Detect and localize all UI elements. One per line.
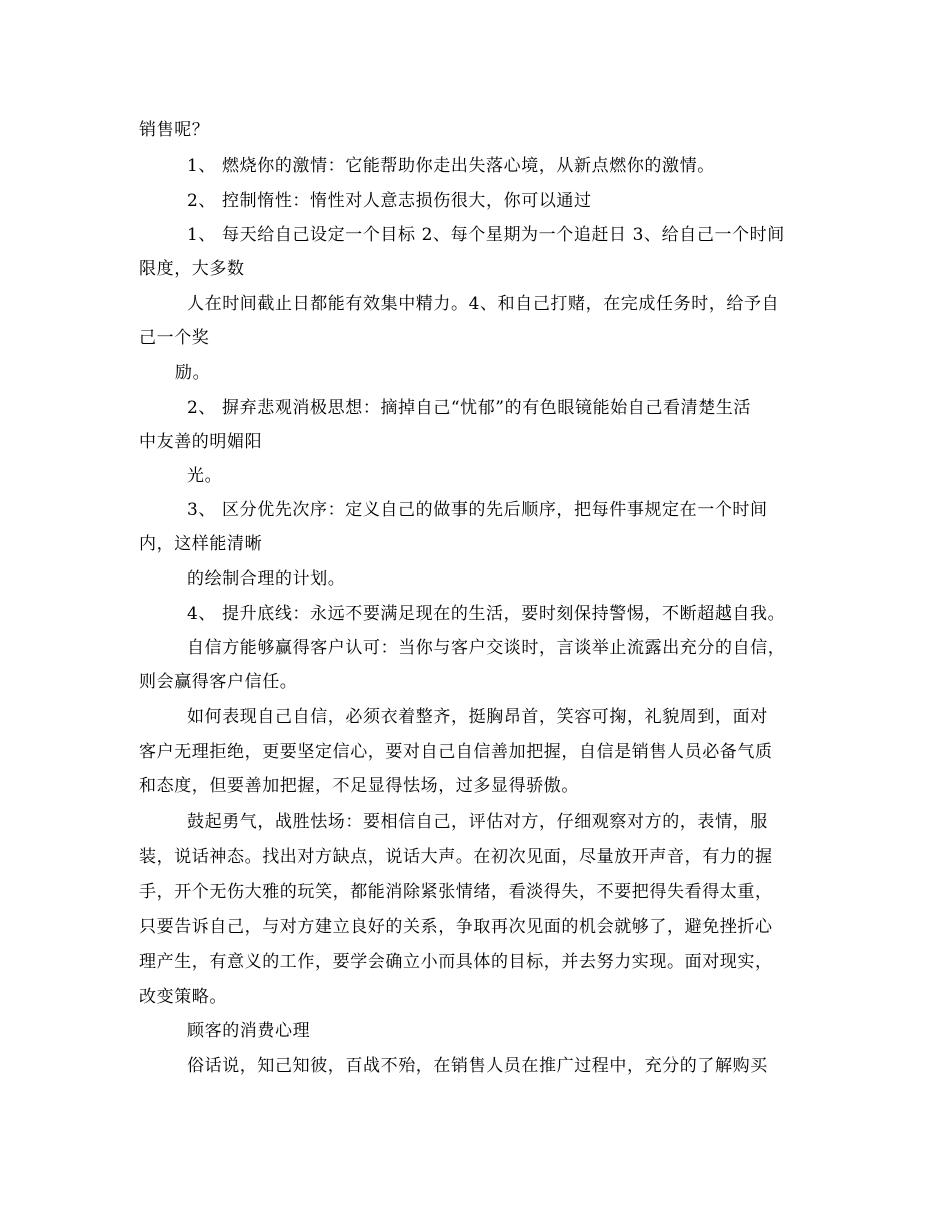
paragraph-line: 装，说话神态。找出对方缺点，说话大声。在初次见面，尽量放开声音，有力的握 xyxy=(139,847,773,867)
paragraph-line: 改变策略。 xyxy=(139,987,227,1007)
text-line: 励。 xyxy=(175,363,211,383)
text-line: 销售呢？ xyxy=(139,120,210,140)
list-item: 4、 提升底线：永远不要满足现在的生活，要时刻保持警惕，不断超越自我。 xyxy=(187,604,786,624)
list-item: 3、 区分优先次序：定义自己的做事的先后顺序，把每件事规定在一个时间 xyxy=(187,500,768,520)
text-line: 中友善的明媚阳 xyxy=(139,432,263,452)
text-line: 光。 xyxy=(187,466,223,486)
paragraph-line: 和态度，但要善加把握，不足显得怯场，过多显得骄傲。 xyxy=(139,776,579,796)
list-item: 1、 燃烧你的激情：它能帮助你走出失落心境，从新点燃你的激情。 xyxy=(187,156,715,176)
section-heading: 顾客的消费心理 xyxy=(187,1021,311,1041)
paragraph-line: 则会赢得客户信任。 xyxy=(139,672,298,692)
text-line: 人在时间截止日都能有效集中精力。4、和自己打赌，在完成任务时，给予自 xyxy=(187,294,780,314)
text-line: 内，这样能清晰 xyxy=(139,534,263,554)
text-line: 限度，大多数 xyxy=(139,259,245,279)
paragraph-line: 理产生，有意义的工作，要学会确立小而具体的目标，并去努力实现。面对现实， xyxy=(139,952,773,972)
paragraph-line: 俗话说，知己知彼，百战不殆，在销售人员在推广过程中，充分的了解购买 xyxy=(187,1056,768,1076)
list-item: 2、 控制惰性：惰性对人意志损伤很大，你可以通过 xyxy=(187,191,592,211)
paragraph-line: 手，开个无伤大雅的玩笑，都能消除紧张情绪，看淡得失，不要把得失看得太重， xyxy=(139,882,773,902)
paragraph-line: 只要告诉自己，与对方建立良好的关系，争取再次见面的机会就够了，避免挫折心 xyxy=(139,917,773,937)
list-item: 2、 摒弃悲观消极思想：摘掉自己“忧郁”的有色眼镜能始自己看清楚生活 xyxy=(187,398,751,418)
paragraph-line: 客户无理拒绝，更要坚定信心，要对自己自信善加把握，自信是销售人员必备气质 xyxy=(139,742,773,762)
paragraph-line: 如何表现自己自信，必须衣着整齐，挺胸昂首，笑容可掬，礼貌周到，面对 xyxy=(187,707,768,727)
text-line: 的绘制合理的计划。 xyxy=(187,569,346,589)
paragraph-line: 鼓起勇气，战胜怯场：要相信自己，评估对方，仔细观察对方的，表情，服 xyxy=(187,812,768,832)
text-line: 己一个奖 xyxy=(139,328,210,348)
paragraph-line: 自信方能够赢得客户认可：当你与客户交谈时，言谈举止流露出充分的自信， xyxy=(187,638,786,658)
list-item: 1、 每天给自己设定一个目标 2、每个星期为一个追赶日 3、给自己一个时间 xyxy=(187,225,785,245)
